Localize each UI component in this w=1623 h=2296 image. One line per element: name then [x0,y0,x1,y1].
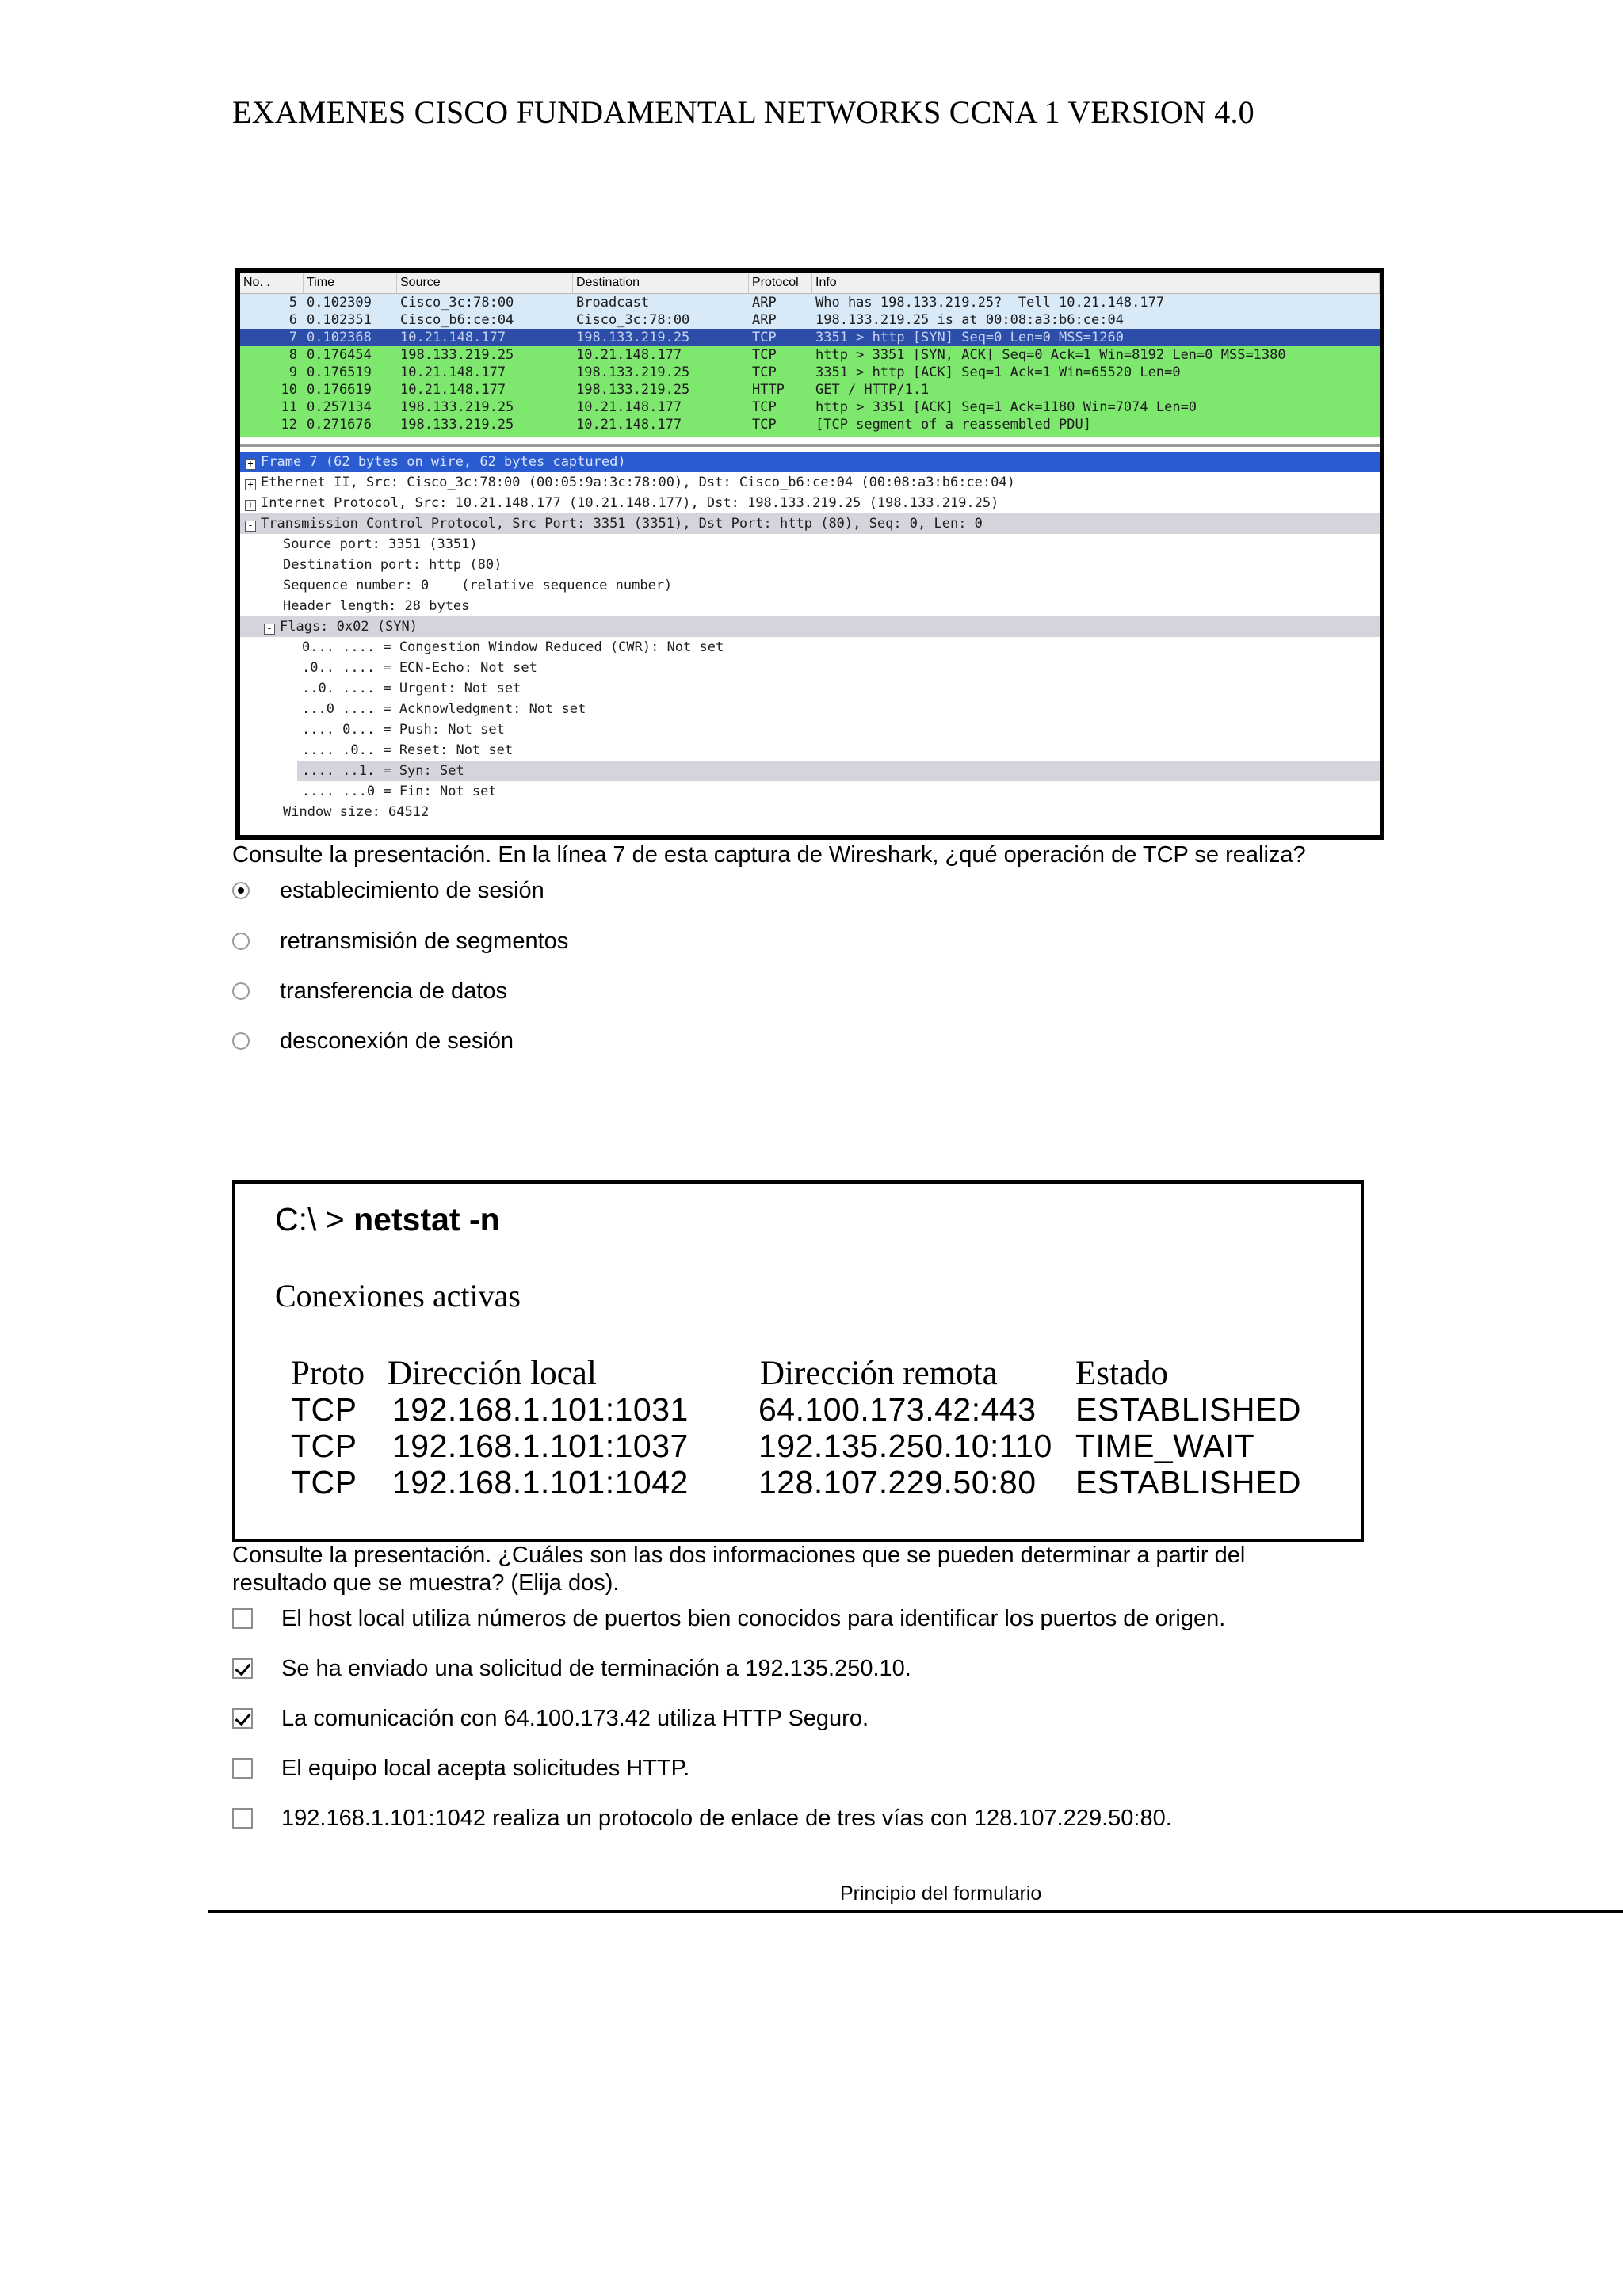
detail-text: Transmission Control Protocol, Src Port: 3351 (3351), Dst Port: http (80), Seq: 0, Len: 0 [261,516,983,532]
expand-icon[interactable]: + [245,459,256,470]
detail-text: Flags: 0x02 (SYN) [280,619,418,635]
packet-list-header [240,273,1380,294]
packet-src: 198.133.219.25 [400,347,514,363]
column-no: No. . [240,273,304,293]
row-1-local: 192.168.1.101:1031 [392,1391,689,1428]
packet-dst: 198.133.219.25 [576,382,690,398]
packet-info: http > 3351 [ACK] Seq=1 Ack=1180 Win=7074 Len=0 [815,399,1197,415]
collapse-icon[interactable]: - [245,521,256,532]
detail-line[interactable] [240,555,1380,575]
detail-text: Ethernet II, Src: Cisco_3c:78:00 (00:05:9a:3c:78:00), Dst: Cisco_b6:ce:04 (00:08:a3:b6:ce:04) [261,475,1015,490]
row-1-proto: TCP [291,1391,357,1428]
detail-text: ..0. .... = Urgent: Not set [302,681,521,696]
packet-time: 0.271676 [307,417,372,433]
q2-option-2-label: Se ha enviado una solicitud de terminación a 192.135.250.10. [281,1656,911,1681]
packet-time: 0.102351 [307,312,372,328]
packet-time: 0.102309 [307,295,372,311]
detail-line[interactable] [240,513,1380,534]
header-remote: Dirección remota [760,1355,998,1392]
packet-row[interactable] [240,416,1380,433]
packet-no: 7 [288,330,297,345]
q2-checkbox-4[interactable] [232,1758,253,1779]
q1-radio-4[interactable] [232,1032,250,1050]
packet-src: 198.133.219.25 [400,399,514,415]
detail-line[interactable] [240,637,1380,658]
packet-no: 10 [281,382,297,398]
q1-radio-3[interactable] [232,982,250,1000]
column-source: Source [397,273,573,293]
q2-checkbox-3[interactable] [232,1708,253,1729]
detail-line[interactable] [240,596,1380,616]
packet-info: [TCP segment of a reassembled PDU] [815,417,1091,433]
row-1-remote: 64.100.173.42:443 [758,1391,1037,1428]
packet-time: 0.102368 [307,330,372,345]
detail-text: .... .0.. = Reset: Not set [302,742,514,758]
packet-time: 0.176519 [307,364,372,380]
expand-icon[interactable]: + [245,500,256,511]
packet-dst: Broadcast [576,295,650,311]
netstat-exhibit [232,1180,1364,1542]
packet-no: 12 [281,417,297,433]
packet-src: 10.21.148.177 [400,364,506,380]
expand-icon[interactable]: + [245,479,256,490]
packet-info: 3351 > http [ACK] Seq=1 Ack=1 Win=65520 Len=0 [815,364,1181,380]
detail-text: Sequence number: 0 (relative sequence number) [283,578,673,593]
packet-no: 11 [281,399,297,415]
question-1-text: Consulte la presentación. En la línea 7 de esta captura de Wireshark, ¿qué operación de TCP se realiza? [232,842,1306,868]
q2-checkbox-5[interactable] [232,1808,253,1829]
packet-src: 10.21.148.177 [400,382,506,398]
row-1-state: ESTABLISHED [1075,1391,1301,1428]
detail-line[interactable] [240,781,1380,802]
packet-info: Who has 198.133.219.25? Tell 10.21.148.177 [815,295,1165,311]
header-local: Dirección local [388,1355,597,1392]
row-3-remote: 128.107.229.50:80 [758,1464,1037,1501]
packet-dst: 198.133.219.25 [576,330,690,345]
q1-option-3-label: transferencia de datos [280,978,507,1004]
packet-time: 0.176454 [307,347,372,363]
q1-radio-2[interactable] [232,933,250,950]
detail-text: Frame 7 (62 bytes on wire, 62 bytes captured) [261,454,626,470]
row-3-proto: TCP [291,1464,357,1501]
detail-text: .... ...0 = Fin: Not set [302,784,497,799]
packet-proto: ARP [752,312,777,328]
packet-row[interactable] [240,311,1380,329]
q2-option-1-label: El host local utiliza números de puertos bien conocidos para identificar los puertos de origen. [281,1606,1226,1631]
detail-text: .0.. .... = ECN-Echo: Not set [302,660,537,676]
detail-line[interactable] [240,493,1380,513]
packet-info: 198.133.219.25 is at 00:08:a3:b6:ce:04 [815,312,1124,328]
packet-time: 0.257134 [307,399,372,415]
packet-row[interactable] [240,381,1380,399]
column-destination: Destination [573,273,749,293]
packet-no: 5 [288,295,297,311]
row-2-remote: 192.135.250.10:110 [758,1428,1052,1464]
detail-line[interactable] [240,740,1380,761]
row-3-state: ESTABLISHED [1075,1464,1301,1501]
packet-src: 198.133.219.25 [400,417,514,433]
packet-row[interactable] [240,294,1380,311]
column-protocol: Protocol [749,273,812,293]
packet-no: 8 [288,347,297,363]
question-2-line-2: resultado que se muestra? (Elija dos). [232,1570,620,1596]
packet-dst: 10.21.148.177 [576,347,682,363]
detail-line[interactable] [240,575,1380,596]
detail-line[interactable] [240,699,1380,719]
row-2-proto: TCP [291,1428,357,1464]
packet-proto: ARP [752,295,777,311]
packet-time: 0.176619 [307,382,372,398]
packet-info: 3351 > http [SYN] Seq=0 Len=0 MSS=1260 [815,330,1124,345]
detail-line[interactable] [240,472,1380,493]
q2-option-4-label: El equipo local acepta solicitudes HTTP. [281,1756,690,1781]
q2-option-5-label: 192.168.1.101:1042 realiza un protocolo de enlace de tres vías con 128.107.229.50:80. [281,1806,1172,1831]
detail-text: .... 0... = Push: Not set [302,722,505,738]
detail-line[interactable] [297,761,1380,781]
q1-option-3[interactable] [232,977,507,1005]
packet-row[interactable] [240,364,1380,381]
q1-option-1-label: establecimiento de sesión [280,878,544,903]
packet-src: Cisco_b6:ce:04 [400,312,514,328]
packet-info: GET / HTTP/1.1 [815,382,930,398]
packet-details [240,447,1380,822]
packet-row[interactable] [240,399,1380,416]
detail-text: Header length: 28 bytes [283,598,470,614]
q2-option-3[interactable] [232,1704,869,1733]
packet-src: 10.21.148.177 [400,330,506,345]
q1-option-2[interactable] [232,927,568,955]
detail-line[interactable] [240,678,1380,699]
wireshark-capture [235,268,1384,840]
q2-option-3-label: La comunicación con 64.100.173.42 utiliza HTTP Seguro. [281,1706,869,1731]
packet-dst: 10.21.148.177 [576,399,682,415]
packet-row[interactable] [240,346,1380,364]
q2-checkbox-2[interactable] [232,1658,253,1679]
packet-proto: TCP [752,347,777,363]
detail-text: .... ..1. = Syn: Set [302,763,464,779]
packet-dst: Cisco_3c:78:00 [576,312,690,328]
q1-option-4-label: desconexión de sesión [280,1028,514,1054]
q1-radio-1[interactable] [232,882,250,899]
packet-proto: TCP [752,399,777,415]
packet-src: Cisco_3c:78:00 [400,295,514,311]
column-time: Time [304,273,397,293]
question-2-line-1: Consulte la presentación. ¿Cuáles son las dos informaciones que se pueden determinar a partir del [232,1543,1246,1568]
netstat-command-line [275,1201,500,1238]
detail-text: Source port: 3351 (3351) [283,536,478,552]
header-state: Estado [1075,1355,1169,1392]
row-2-state: TIME_WAIT [1075,1428,1255,1464]
detail-line[interactable] [240,658,1380,678]
q2-checkbox-1[interactable] [232,1608,253,1629]
horizontal-rule [208,1910,1623,1913]
packet-no: 6 [288,312,297,328]
q2-option-4[interactable] [232,1754,689,1783]
q2-option-1[interactable] [232,1604,1225,1633]
q2-option-5[interactable] [232,1804,1172,1833]
q1-option-4[interactable] [232,1027,514,1055]
detail-text: Window size: 64512 [283,804,430,820]
q1-option-1[interactable] [232,876,544,905]
row-3-local: 192.168.1.101:1042 [392,1464,689,1501]
packet-info: http > 3351 [SYN, ACK] Seq=0 Ack=1 Win=8192 Len=0 MSS=1380 [815,347,1286,363]
q1-option-2-label: retransmisión de segmentos [280,929,569,954]
detail-text: Destination port: http (80) [283,557,502,573]
packet-proto: TCP [752,417,777,433]
q2-option-2[interactable] [232,1654,911,1683]
packet-row[interactable] [240,329,1380,346]
detail-line[interactable] [240,452,1380,472]
page-title: EXAMENES CISCO FUNDAMENTAL NETWORKS CCNA 1 VERSION 4.0 [232,94,1254,130]
detail-text: 0... .... = Congestion Window Reduced (CWR): Not set [302,639,724,655]
detail-text: ...0 .... = Acknowledgment: Not set [302,701,586,717]
row-2-local: 192.168.1.101:1037 [392,1428,689,1464]
form-start-label: Principio del formulario [840,1882,1042,1905]
command-prompt: C:\ > [275,1201,345,1238]
packet-list [240,294,1380,447]
detail-line[interactable] [240,616,1380,637]
netstat-subtitle: Conexiones activas [275,1278,521,1314]
command-text: netstat -n [353,1201,500,1238]
detail-line[interactable] [240,534,1380,555]
header-proto: Proto [291,1355,365,1392]
detail-line[interactable] [240,719,1380,740]
packet-dst: 10.21.148.177 [576,417,682,433]
packet-proto: TCP [752,330,777,345]
collapse-icon[interactable]: - [264,624,275,635]
packet-no: 9 [288,364,297,380]
detail-line[interactable] [240,802,1380,822]
column-info: Info [812,273,1380,293]
packet-proto: TCP [752,364,777,380]
packet-proto: HTTP [752,382,785,398]
packet-dst: 198.133.219.25 [576,364,690,380]
detail-text: Internet Protocol, Src: 10.21.148.177 (10.21.148.177), Dst: 198.133.219.25 (198.133.219.25) [261,495,999,511]
